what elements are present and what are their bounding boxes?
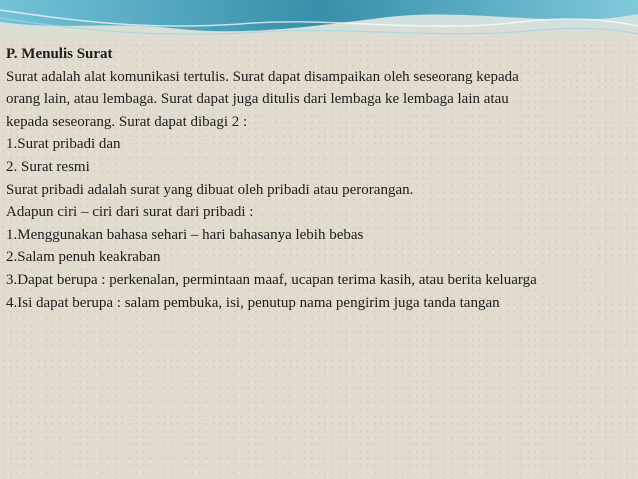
body-line: orang lain, atau lembaga. Surat dapat juga ditulis dari lembaga ke lembaga lain atau [6,91,509,108]
list-item: 4.Isi dapat berupa : salam pembuka, isi, penutup nama pengirim juga tanda tangan [6,294,500,311]
body-line: Surat pribadi adalah surat yang dibuat oleh pribadi atau perorangan. [6,181,414,198]
wave-header-decoration [0,0,638,40]
body-line: Adapun ciri – ciri dari surat dari pribadi : [6,204,254,221]
list-item: 1.Menggunakan bahasa sehari – hari bahasanya lebih bebas [6,226,364,243]
list-item: 2. Surat resmi [6,158,90,175]
list-item: 3.Dapat berupa : perkenalan, permintaan maaf, ucapan terima kasih, atau berita keluarga [6,271,537,288]
list-item: 2.Salam penuh keakraban [6,249,161,266]
list-item: 1.Surat pribadi dan [6,136,121,153]
body-line: kepada seseorang. Surat dapat dibagi 2 : [6,113,248,130]
body-line: Surat adalah alat komunikasi tertulis. Surat dapat disampaikan oleh seseorang kepada [6,68,519,85]
slide-body [6,43,636,314]
slide-title: P. Menulis Surat [6,46,113,62]
